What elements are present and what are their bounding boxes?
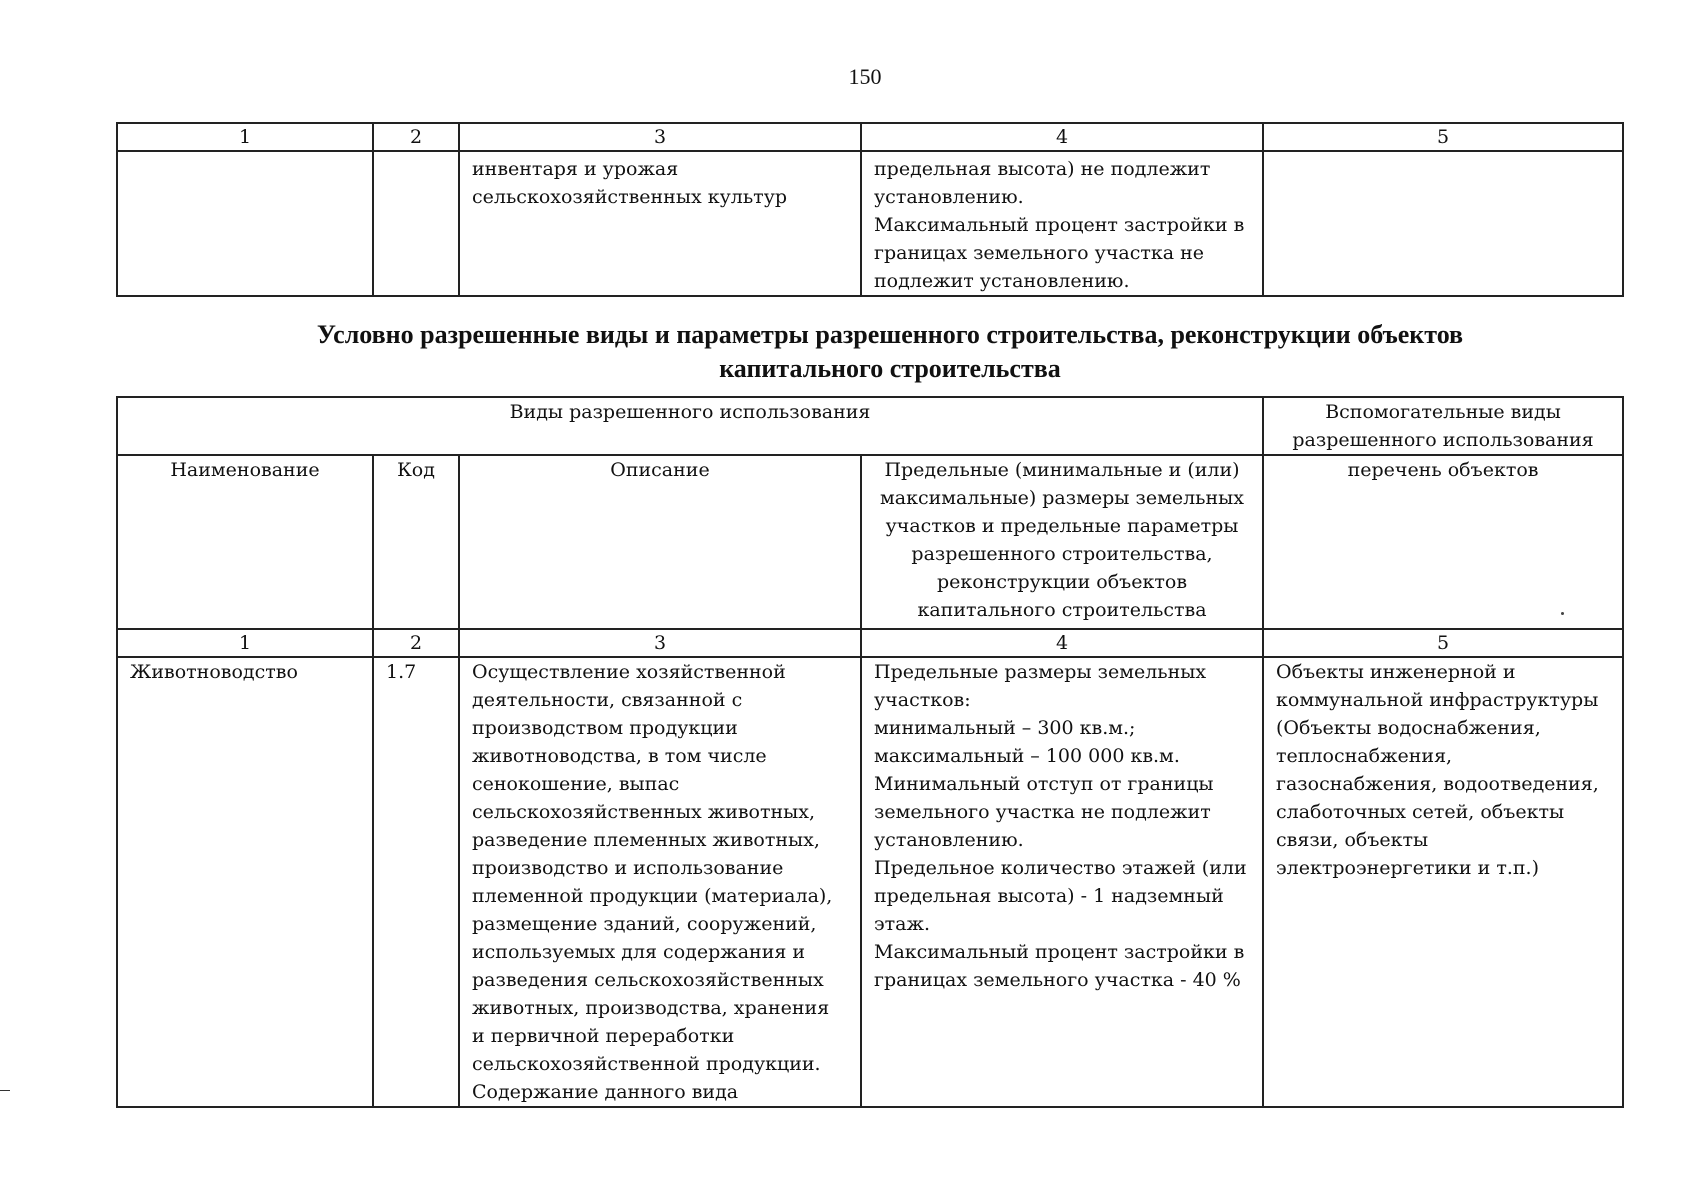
parameters-column-header: Предельные (минимальные и (или) максимальные) размеры земельных участков и предельные параметры разрешенного строительства, реконструкции объектов капитального строительства — [861, 455, 1263, 629]
table-row — [117, 151, 1623, 296]
column-number: 4 — [861, 123, 1263, 151]
description-column-header: Описание — [459, 455, 861, 629]
column-number: 2 — [373, 629, 459, 657]
parameters-cell: Предельные размеры земельных участков: минимальный – 300 кв.м.; максимальный – 100 000 кв.м. Минимальный отступ от границы земельного участка не подлежит установлению. Предельное количество этажей (или предельная высота) - 1 надземный этаж. Максимальный процент застройки в границах земельного участка - 40 % — [861, 657, 1263, 1107]
code-cell: 1.7 — [373, 657, 459, 1107]
column-number-row — [117, 629, 1623, 657]
code-cell — [373, 151, 459, 296]
auxiliary-uses-group-header: Вспомогательные виды разрешенного использования — [1263, 397, 1623, 455]
scan-speck — [1561, 612, 1564, 615]
column-number: 1 — [117, 123, 373, 151]
column-number: 5 — [1263, 629, 1623, 657]
column-number: 3 — [459, 629, 861, 657]
name-cell: Животноводство — [117, 657, 373, 1107]
column-number: 5 — [1263, 123, 1623, 151]
continuation-table — [116, 122, 1624, 297]
name-column-header: Наименование — [117, 455, 373, 629]
description-cell: инвентаря и урожая сельскохозяйственных культур — [459, 151, 861, 296]
column-number: 2 — [373, 123, 459, 151]
name-cell — [117, 151, 373, 296]
scan-margin-mark — [0, 1090, 10, 1091]
description-cell: Осуществление хозяйственной деятельности, связанной с производством продукции животноводства, в том числе сенокошение, выпас сельскохозяйственных животных, разведение племенных животных, производство и использование племенной продукции (материала), размещение зданий, сооружений, используемых для содержания и разведения сельскохозяйственных животных, производства, хранения и первичной переработки сельскохозяйственной продукции. Содержание данного вида — [459, 657, 861, 1107]
column-header-row — [117, 455, 1623, 629]
permitted-use-table — [116, 396, 1624, 1108]
column-number-row — [117, 123, 1623, 151]
parameters-cell: предельная высота) не подлежит установлению. Максимальный процент застройки в границах земельного участка не подлежит установлению. — [861, 151, 1263, 296]
column-number: 3 — [459, 123, 861, 151]
section-heading: Условно разрешенные виды и параметры разрешенного строительства, реконструкции объектов капитального строительства — [316, 320, 1464, 383]
page-number: 150 — [848, 64, 882, 89]
auxiliary-cell — [1263, 151, 1623, 296]
objects-column-header: перечень объектов — [1263, 455, 1623, 629]
permitted-uses-group-header: Виды разрешенного использования — [117, 397, 1263, 455]
column-number: 1 — [117, 629, 373, 657]
column-number: 4 — [861, 629, 1263, 657]
group-header-row — [117, 397, 1623, 455]
code-column-header: Код — [373, 455, 459, 629]
table-row — [117, 657, 1623, 1107]
objects-cell: Объекты инженерной и коммунальной инфраструктуры (Объекты водоснабжения, теплоснабжения, газоснабжения, водоотведения, слаботочных сетей, объекты связи, объекты электроэнергетики и т.п.) — [1263, 657, 1623, 1107]
